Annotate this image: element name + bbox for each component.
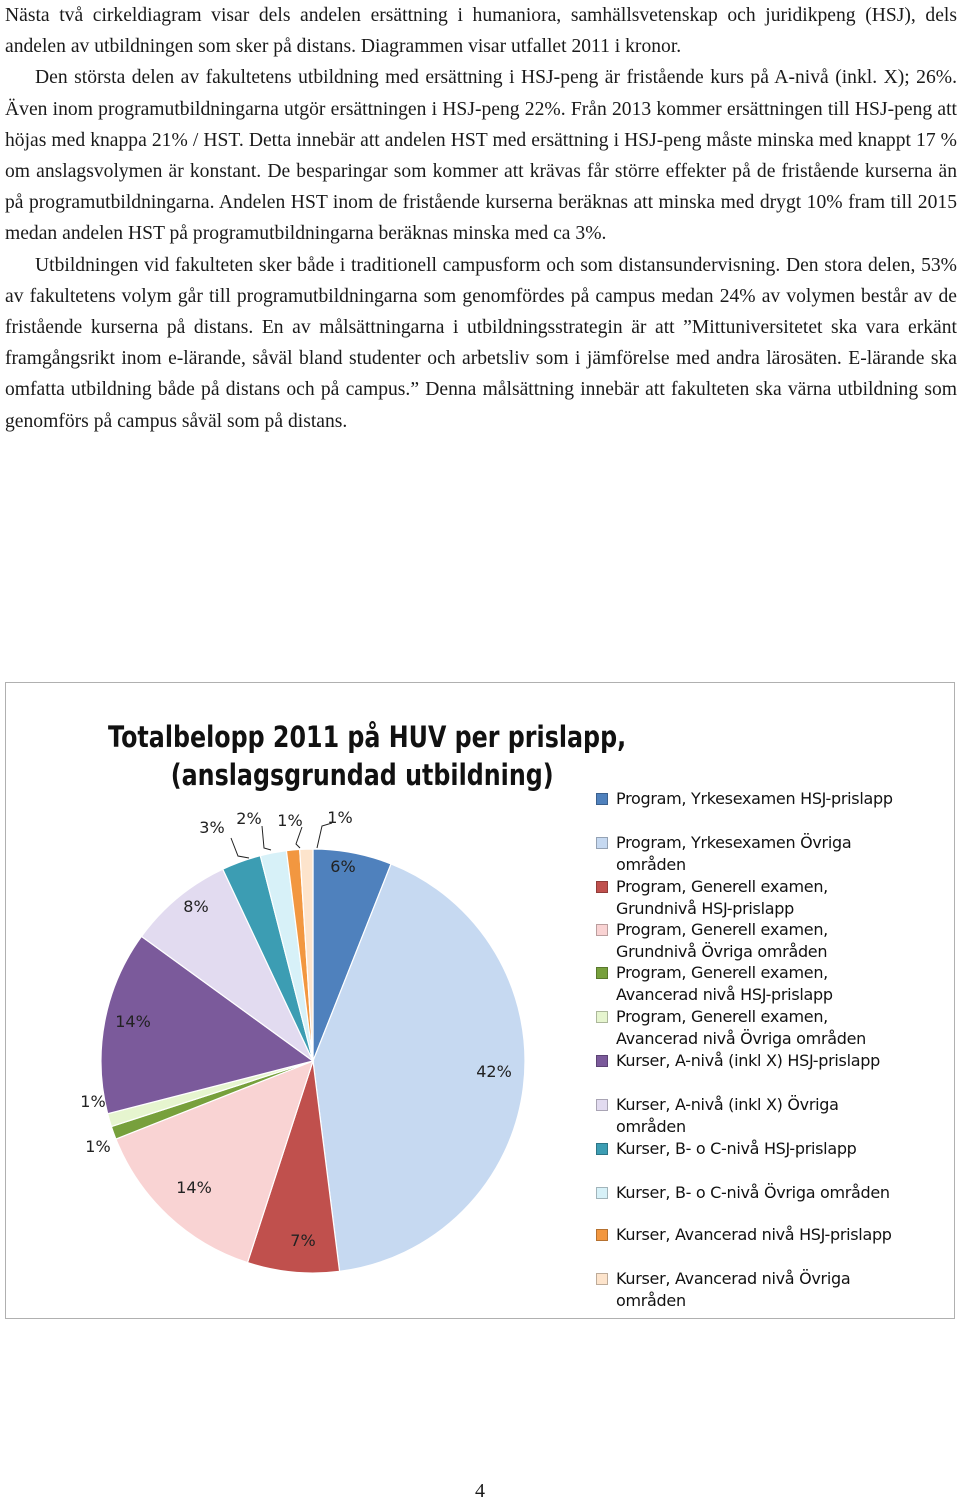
- legend-swatch: [596, 1099, 608, 1111]
- legend-label-line: Grundnivå Övriga områden: [616, 942, 828, 961]
- slice-value-label: 1%: [85, 1137, 111, 1156]
- legend-label: [616, 788, 916, 810]
- slice-value-label: 42%: [476, 1062, 512, 1081]
- slice-value-label: 8%: [183, 897, 209, 916]
- paragraph-3: Utbildningen vid fakulteten sker både i traditionell campusform och som distansundervisning. Den stora delen, 53% av fakultetens volym går till programutbildningarna som genomfördes på campus medan 24% av volymen består av de fristående kurserna på distans. En av målsättningarna i utbildningsstrategin är att ”Mittuniversitetet ska vara erkänt framgångsrikt inom e-lärande, såväl bland studenter och arbetsliv som i jämförelse med andra lärosäten. E-lärande ska omfatta utbildning både på distans och på campus.” Denna målsättning innebär att fakulteten ska värna utbildning som genomförs på campus såväl som på distans.: [5, 254, 957, 432]
- legend-label: [616, 1182, 916, 1204]
- legend-label-line: Program, Generell examen,: [616, 1007, 828, 1026]
- legend-label-line: Program, Generell examen,: [616, 877, 828, 896]
- legend-label: [616, 1224, 916, 1246]
- slice-value-label: 1%: [327, 808, 353, 827]
- legend-swatch: [596, 1229, 608, 1241]
- chart-title-line-1: Totalbelopp 2011 på HUV per prislapp,: [108, 720, 627, 754]
- slice-value-label: 6%: [330, 857, 356, 876]
- page-number: 4: [475, 1480, 485, 1502]
- legend-label-line: Kurser, Avancerad nivå HSJ-prislapp: [616, 1225, 892, 1244]
- legend-label: [616, 962, 916, 1006]
- legend-label-line: Kurser, Avancerad nivå Övriga: [616, 1269, 851, 1288]
- legend-label-line: Kurser, A-nivå (inkl X) HSJ-prislapp: [616, 1051, 880, 1070]
- legend-swatch: [596, 1011, 608, 1023]
- legend-label: [616, 1050, 916, 1072]
- paragraph-2: Den största delen av fakultetens utbildning med ersättning i HSJ-peng är fristående kurs på A-nivå (inkl. X); 26%. Även inom programutbildningarna utgör ersättningen i HSJ-peng 22%. Från 2013 kommer ersättningen till HSJ-peng att höjas med knappa 21% / HST. Detta innebär att andelen HST med ersättning i HSJ-peng måste minska med knappt 17 % om anslagsvolymen är konstant. De besparingar som kommer att krävas får större effekter på de fristående kurserna än på programutbildningarna. Andelen HST inom de fristående kurserna beräknas att minska med drygt 10% fram till 2015 medan andelen HST på programutbildningarna beräknas minska med ca 3%.: [5, 67, 957, 245]
- slice-value-label: 7%: [290, 1231, 316, 1250]
- slice-value-label: 1%: [80, 1092, 106, 1111]
- legend-swatch: [596, 1055, 608, 1067]
- legend-label-line: områden: [616, 1291, 686, 1310]
- legend-label-line: områden: [616, 1117, 686, 1136]
- legend-label: [616, 876, 916, 920]
- slice-value-label: 14%: [115, 1012, 151, 1031]
- legend-swatch: [596, 837, 608, 849]
- legend-swatch: [596, 924, 608, 936]
- legend-label: [616, 1268, 916, 1312]
- legend-swatch: [596, 881, 608, 893]
- legend-label-line: Program, Generell examen,: [616, 920, 828, 939]
- slice-value-label: 2%: [236, 809, 262, 828]
- legend-label: [616, 1006, 916, 1050]
- legend-label-line: Avancerad nivå Övriga områden: [616, 1029, 866, 1048]
- slice-value-label: 3%: [199, 818, 225, 837]
- slice-value-label: 14%: [176, 1178, 212, 1197]
- leader-line: [296, 827, 302, 848]
- legend-label-line: Kurser, B- o C-nivå HSJ-prislapp: [616, 1139, 857, 1158]
- legend-swatch: [596, 1143, 608, 1155]
- paragraph-1: Nästa två cirkeldiagram visar dels andelen ersättning i humaniora, samhällsvetenskap och juridikpeng (HSJ), dels andelen av utbildningen som sker på distans. Diagrammen visar utfallet 2011 i kronor.: [5, 5, 957, 58]
- legend-label: [616, 832, 916, 876]
- leader-line: [262, 826, 271, 850]
- legend-label: [616, 1094, 916, 1138]
- legend-swatch: [596, 793, 608, 805]
- legend-label-line: Avancerad nivå HSJ-prislapp: [616, 985, 833, 1004]
- slice-value-label: 1%: [277, 811, 303, 830]
- legend-label-line: områden: [616, 855, 686, 874]
- legend-label-line: Program, Yrkesexamen HSJ-prislapp: [616, 789, 893, 808]
- legend-swatch: [596, 967, 608, 979]
- legend-label: [616, 1138, 916, 1160]
- legend-label-line: Kurser, A-nivå (inkl X) Övriga: [616, 1095, 839, 1114]
- legend-swatch: [596, 1273, 608, 1285]
- legend-swatch: [596, 1187, 608, 1199]
- leader-line: [231, 838, 249, 858]
- legend-label-line: Kurser, B- o C-nivå Övriga områden: [616, 1183, 890, 1202]
- legend-label-line: Program, Yrkesexamen Övriga: [616, 833, 852, 852]
- chart-title-line-2: (anslagsgrundad utbildning): [170, 758, 554, 792]
- legend-label-line: Grundnivå HSJ-prislapp: [616, 899, 794, 918]
- legend-label: [616, 919, 916, 963]
- legend-label-line: Program, Generell examen,: [616, 963, 828, 982]
